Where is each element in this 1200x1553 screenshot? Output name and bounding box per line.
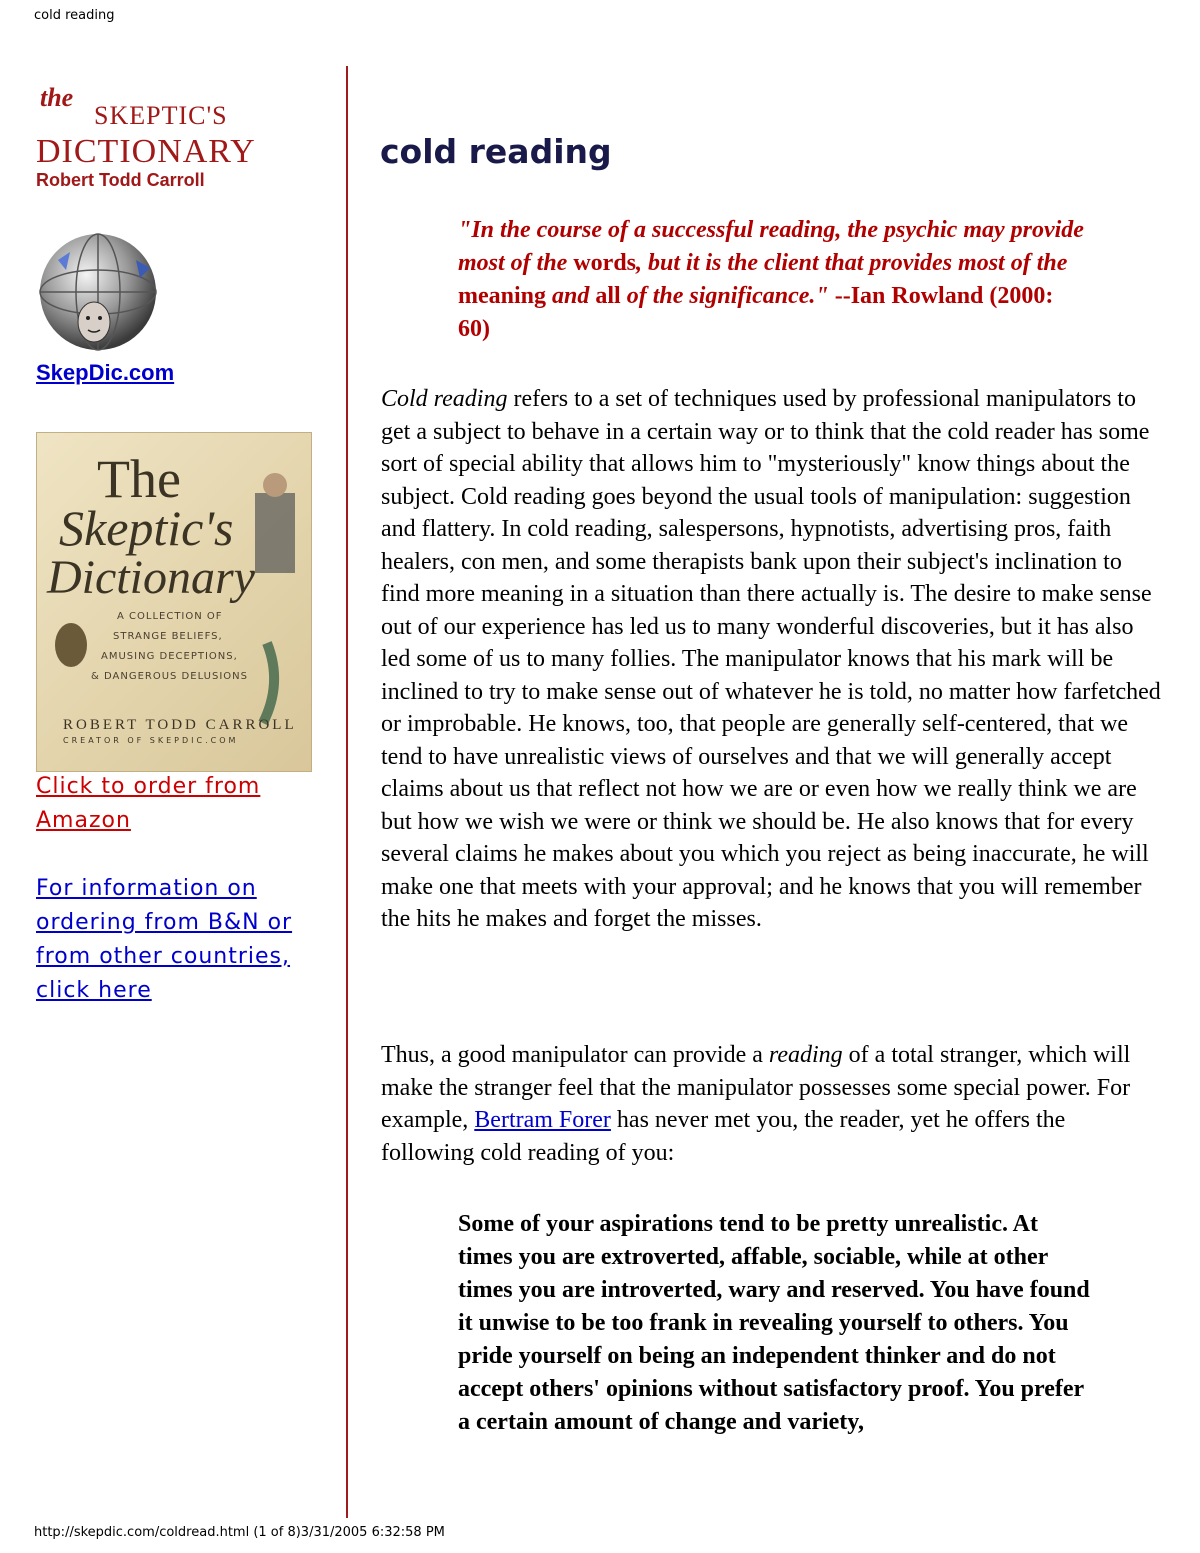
quote-all: all: [595, 283, 621, 309]
skepdic-site-link[interactable]: SkepDic.com: [36, 360, 175, 385]
book-title-line1: The: [97, 449, 181, 509]
book-subtitle-line1: A COLLECTION OF: [117, 611, 223, 622]
book-cover-alien: [263, 643, 274, 723]
quote-words: words: [573, 250, 637, 276]
quote-part4: of the significance.": [620, 283, 829, 309]
column-divider: [346, 66, 348, 1518]
logo-line2-text: DICTIONARY: [36, 133, 256, 170]
globe-face-icon[interactable]: [36, 230, 160, 354]
example-part3: has never met you, the reader, yet he offers the following cold reading of you:: [381, 1107, 1066, 1166]
book-cover-figure-head: [263, 473, 287, 497]
book-cover-figure: [255, 493, 295, 573]
cold-reading-term: Cold reading: [381, 386, 508, 412]
bertram-forer-link[interactable]: Bertram Forer: [474, 1107, 611, 1133]
article-title: cold reading: [380, 132, 612, 171]
rowland-quote: [458, 214, 1088, 346]
book-author: ROBERT TODD CARROLL: [63, 717, 297, 733]
book-cover-grenade: [55, 623, 87, 667]
page-footer-url: http://skepdic.com/coldread.html (1 of 8)3/31/2005 6:32:58 PM: [34, 1525, 445, 1540]
logo-the-text: the: [40, 83, 74, 112]
page-header-label: cold reading: [34, 8, 115, 23]
author-name: Robert Todd Carroll: [36, 170, 205, 190]
example-paragraph: [381, 1039, 1161, 1169]
book-title-line3: Dictionary: [47, 551, 255, 604]
example-part2: of a total stranger, which will make the stranger feel that the manipulator possesses some special power. For example,: [381, 1042, 1131, 1133]
intro-text: refers to a set of techniques used by professional manipulators to get a subject to behave in a certain way or to think that the cold reader has some sort of special ability that allows him to "mysteriously" know things about the subject. Cold reading goes beyond the usual tools of manipulation: suggestion and flattery. In cold reading, salespersons, hypnotists, advertising pros, faith healers, con men, and some therapists bank upon their subject's inclination to find more meaning in a situation than there actually is. The desire to make sense out of our experience has led us to many wonderful discoveries, but it has also led some of us to many follies. The manipulator knows that his mark will be inclined to try to make sense out of whatever he is told, no matter how farfetched or improbable. He knows, too, that people are generally self-centered, that we tend to have unrealistic views of ourselves and that we will generally accept claims about us that reflect not how we are or even how we really think we are but how we wish we were or think we should be. He also knows that for every several claims he makes about you which you reject as being inaccurate, he will make one that meets with your approval; and he knows that you will remember the hits he makes and forget the misses.: [381, 386, 1161, 932]
quote-meaning: meaning: [458, 283, 547, 309]
forer-quote: Some of your aspirations tend to be pretty unrealistic. At times you are extroverted, affable, sociable, while at other times you are introverted, wary and reserved. You have found it unwise to be too frank in revealing yourself to others. You pride yourself on being an independent thinker and do not accept others' opinions without satisfactory proof. You prefer a certain amount of change and variety,: [458, 1211, 1090, 1435]
skeptics-dictionary-logo[interactable]: [36, 80, 266, 170]
quote-part2: , but it is the client that provides most of the: [636, 250, 1068, 276]
example-part1: Thus, a good manipulator can provide a: [381, 1042, 769, 1068]
book-subtitle-line2: STRANGE BELIEFS,: [113, 631, 223, 642]
quote-part3: and: [546, 283, 596, 309]
book-subtitle-line4: & DANGEROUS DELUSIONS: [91, 671, 248, 682]
intro-paragraph: [381, 383, 1161, 936]
logo-line1-text: SKEPTIC'S: [94, 101, 228, 130]
book-subtitle-line3: AMUSING DECEPTIONS,: [101, 651, 238, 662]
ordering-info-link[interactable]: For information on ordering from B&N or from other countries, click here: [36, 876, 293, 1003]
amazon-order-link[interactable]: Click to order from Amazon: [36, 774, 261, 833]
example-em: reading: [768, 1042, 843, 1068]
book-cover-image[interactable]: [36, 432, 312, 772]
quote-attribution: --Ian Rowland (2000: 60): [458, 283, 1054, 342]
quote-part1: "In the course of a successful reading, the psychic may provide most of the: [458, 217, 1084, 276]
book-creator: CREATOR OF SKEPDIC.COM: [63, 736, 239, 745]
book-title-line2: Skeptic's: [59, 500, 234, 556]
